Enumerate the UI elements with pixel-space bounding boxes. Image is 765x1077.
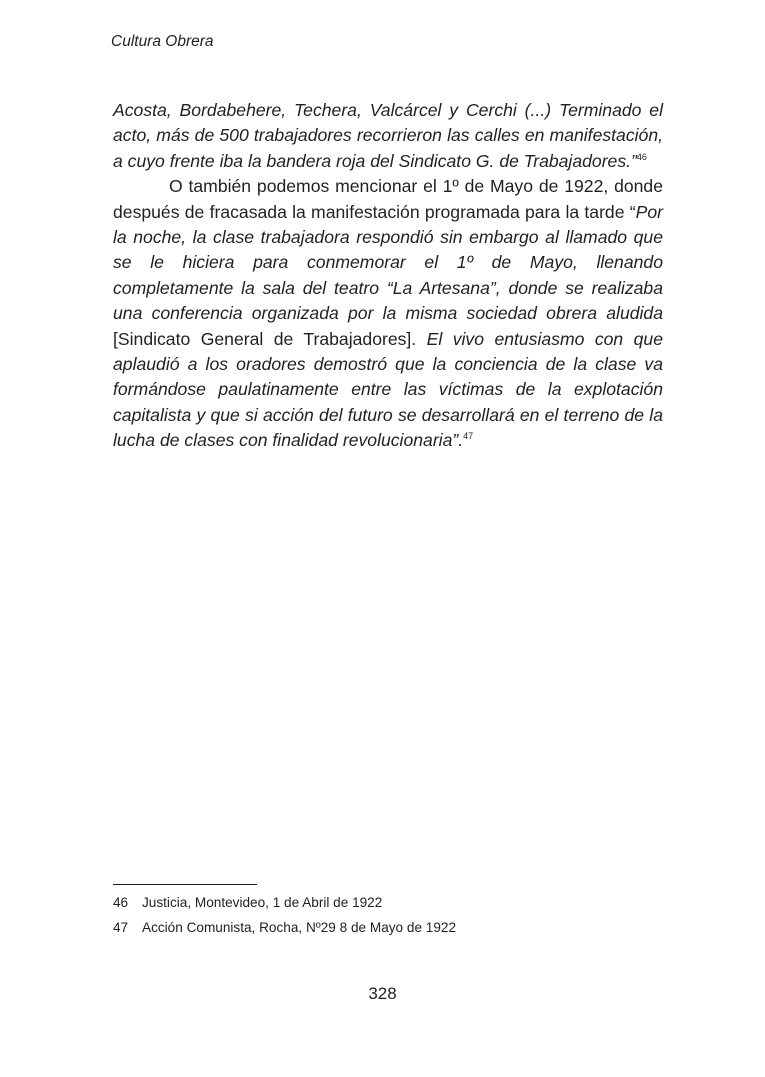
quote-part-b: El vivo entusiasmo con que aplaudió a los oradores demostró que la conciencia de la clase va formándose paulatinamente entre las víctimas de la explotación capitalista y que si acción del futuro se desarrollará en el terreno de la lucha de clases con finalidad revolucionaria”. <box>113 328 663 451</box>
footnote-item <box>113 890 456 915</box>
page-number: 328 <box>368 984 397 1003</box>
bracket-note: [Sindicato General de Trabajadores]. <box>113 328 427 349</box>
quote-text: Acosta, Bordabehere, Techera, Valcárcel y Cerchi (...) Terminado el acto, más de 500 trabajadores recorrieron las calles en manifestación, a cuyo frente iba la bandera roja del Sindicato G. de Trabajadores.” <box>113 100 663 171</box>
paragraph-intro: O también podemos mencionar el 1º de Mayo de 1922, donde después de fracasada la manifestación programada para la tarde “ <box>113 176 663 222</box>
footnote-number: 46 <box>113 895 129 910</box>
footnote-item <box>113 915 456 940</box>
footnote-ref-47: 47 <box>463 431 474 442</box>
quote-part-a: Por la noche, la clase trabajadora respondió sin embargo al llamado que se le hiciera para conmemorar el 1º de Mayo, llenando completamente la sala del teatro “La Artesana”, donde se realizaba una conferencia organizada por la misma sociedad obrera aludida <box>113 201 663 324</box>
footnote-ref-46: 46 <box>636 151 647 162</box>
running-header-title: Cultura Obrera <box>111 33 214 50</box>
body-paragraph <box>113 174 663 453</box>
footnotes <box>113 890 456 940</box>
footnote-divider <box>113 884 257 885</box>
footnote-text: Acción Comunista, Rocha, Nº29 8 de Mayo de 1922 <box>142 920 457 935</box>
main-text <box>113 98 663 454</box>
footnote-number: 47 <box>113 920 129 935</box>
quote-paragraph <box>113 98 663 174</box>
footnote-text: Justicia, Montevideo, 1 de Abril de 1922 <box>142 895 383 910</box>
